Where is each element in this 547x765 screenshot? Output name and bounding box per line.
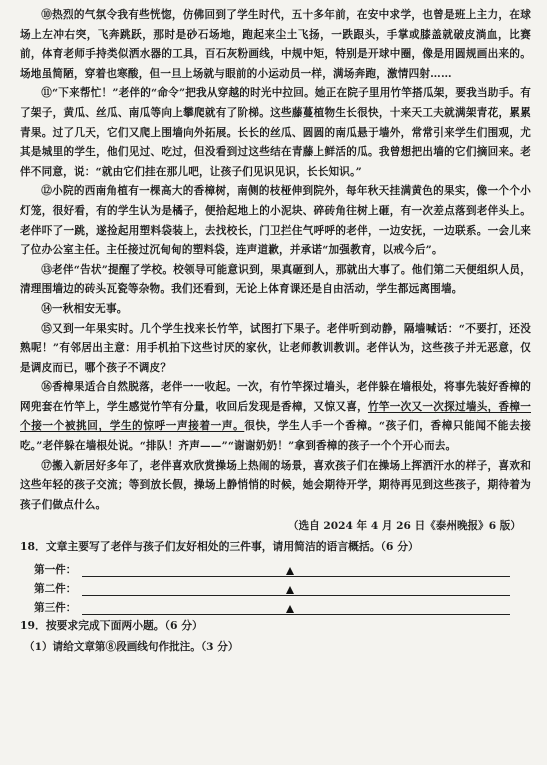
answer-line-1[interactable] <box>82 563 510 577</box>
question-19: 19．按要求完成下面两小题。（6 分） <box>20 619 203 633</box>
paragraph-17: ⑰搬入新居好多年了，老伴喜欢欣赏操场上热闹的场景，喜欢孩子们在操场上挥洒汗水的样子，喜欢和这些年轻的孩子交流；等到放长假，操场上静悄悄的时候，她会期待开学，期待再见到这些孩子，期待着为孩子们做点什么。 <box>20 459 531 511</box>
paragraph-12: ⑫小院的西南角植有一棵高大的香樟树，南侧的枝桠伸到院外，每年秋天挂满黄色的果实，像一个个小灯笼，很好看，有的学生认为是橘子，便拾起地上的小泥块、碎砖角往树上砸，有一次差点落到老伴头上。老伴吓了一跳，遂捡起用塑料袋装上，去找校长，门卫拦住气呼呼的老伴，一边安抚，一边联系。一会儿来了位办公室主任。主任接过沉甸甸的塑料袋，连声道歉，并承诺“加强教育，以戒今后”。 <box>20 185 531 257</box>
answer-line-2[interactable] <box>82 582 510 596</box>
triangle-icon <box>286 605 294 613</box>
answer-label-2: 第二件： <box>34 583 77 596</box>
paragraph-16-end: 很快，学生人手一个香樟。“孩子们，香樟只能闻不能去接吃。”老伴躲在墙根处说。“排队！齐声——”“谢谢奶奶！”拿到香樟的孩子一个个开心而去。 <box>20 420 531 453</box>
paragraph-14: ⑭一秋相安无事。 <box>41 302 128 315</box>
answer-label-3: 第三件： <box>34 602 77 615</box>
paragraph-13: ⑬老伴“告状”提醒了学校。校领导可能意识到，果真砸到人，那就出大事了。他们第二天便组织人员，清理围墙边的砖头瓦瓷等杂物。我们还看到，无论上体育课还是自由活动，学生都远离围墙。 <box>20 263 531 296</box>
question-19-part-1: （1）请给文章第⑧段画线句作批注。（3 分） <box>24 641 239 654</box>
answer-row-3 <box>34 596 531 615</box>
question-18: 18．文章主要写了老伴与孩子们友好相处的三件事，请用简洁的语言概括。（6 分） <box>20 540 419 554</box>
paragraph-16 <box>20 378 531 456</box>
underlined-sentence: 竹竿一次又一次探过墙头，香樟一个接一个被挑回，学生的惊呼一声接着一声。 <box>20 400 531 433</box>
triangle-icon <box>286 586 294 594</box>
answer-line-3[interactable] <box>82 601 510 615</box>
paragraph-16-start: ⑯香樟果适合自然脱落，老伴一一收起。一次，有竹竿探过墙头，老伴躲在墙根处，将事先装好香樟的网兜套在竹竿上，学生感觉竹竿有分量，收回后发现是香樟，又惊又喜， <box>20 381 531 413</box>
paragraph-15: ⑮又到一年果实时。几个学生找来长竹竿，试图打下果子。老伴听到动静，隔墙喊话：“不要打，还没熟呢！”有邻居出主意：用手机拍下这些讨厌的家伙，让老师教训教训。老伴认为，这些孩子并无恶意，仅是调皮而已，哪个孩子不调皮？ <box>20 322 531 374</box>
triangle-icon <box>286 567 294 575</box>
source-citation: （选自 2024 年 4 月 26 日《泰州晚报》6 版） <box>287 520 521 533</box>
answer-row-1 <box>34 558 531 577</box>
paragraph-10: ⑩热烈的气氛令我有些恍惚，仿佛回到了学生时代，五十多年前，在安中求学，也曾是班上主力，在球场上左冲右突，飞奔跳跃，那时是砂石场地，跑起来尘土飞扬，一跌跟头，手掌或膝盖就破皮淌血，比赛前，体育老师手持类似洒水器的工具，百石灰粉画线，中规中矩，特别是开球中圈，像是用圆规画出来的。场地虽简陋，穿着也寒酸，但一旦上场就与眼前的小运动员一样，满场奔跑，激情四射…… <box>20 9 531 80</box>
answer-label-1: 第一件： <box>34 564 77 577</box>
paragraph-11: ⑪“下来帮忙！”老伴的“命令”把我从穿越的时光中拉回。她正在院子里用竹竿搭瓜架，要我当助手。有了架子，黄瓜、丝瓜、南瓜等向上攀爬就有了阶梯。这些藤蔓植物生长很快，十来天工夫就满架青花，累累青果。过了几天，它们又爬上围墙向外拓展。长长的丝瓜、圆圆的南瓜悬于墙外，常常引来学生们围观，尤其是城里的学生，他们见过、吃过，但没看到过这些结在青藤上鲜活的瓜。我曾想把出墙的它们摘回来。老伴不同意，说：“就由它们挂在那儿吧，让孩子们见识见识，长长知识。” <box>20 87 531 178</box>
answer-row-2 <box>34 577 531 596</box>
